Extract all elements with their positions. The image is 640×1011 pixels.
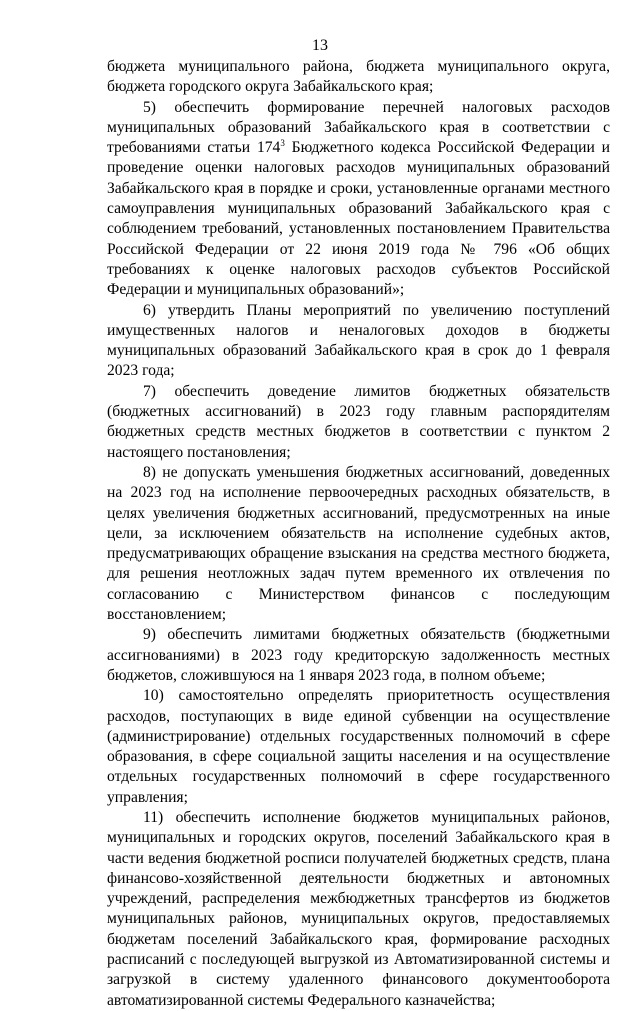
paragraph-item-9: 9) обеспечить лимитами бюджетных обязательств (бюджетными ассигнованиями) в 2023 году кредиторскую задолженность местных бюджетов, сложившуюся на 1 января 2023 года, в полном объеме;: [107, 626, 610, 684]
paragraph-item-5-text-continued: Бюджетного кодекса Российской Федерации и проведение оценки налоговых расходов муниципальных образований Забайкальского края в порядке и сроки, установленные органами местного самоуправления муниципальных образований Забайкальского края с соблюдением требований, установленных постановлением Правительства Российской Федерации от 22 июня 2019 года № 796 «Об общих требованиях к оценке налоговых расходов субъектов Российской Федерации и муниципальных образований»;: [107, 139, 610, 299]
paragraph-continuation: бюджета муниципального района, бюджета муниципального округа, бюджета городского округа Забайкальского края;: [107, 58, 610, 96]
paragraph-item-8: 8) не допускать уменьшения бюджетных ассигнований, доведенных на 2023 год на исполнение первоочередных расходных обязательств, в целях увеличения бюджетных ассигнований, предусмотренных на иные цели, за исключением обязательств на исполнение судебных актов, предусматривающих обращение взыскания на средства местного бюджета, для решения неотложных задач путем временного их отвлечения по согласованию с Министерством финансов с последующим восстановлением;: [107, 463, 610, 624]
paragraph-item-7: 7) обеспечить доведение лимитов бюджетных обязательств (бюджетных ассигнований) в 2023 году главным распорядителям бюджетных средств местных бюджетов в соответствии с пунктом 2 настоящего постановления;: [107, 382, 610, 461]
paragraph-item-10: 10) самостоятельно определять приоритетность осуществления расходов, поступающих в виде единой субвенции на осуществление (администрирование) отдельных государственных полномочий в сфере образования, в сфере социальной защиты населения и на осуществление отдельных государственных полномочий в сфере государственного управления;: [107, 687, 610, 806]
paragraph-item-11: 11) обеспечить исполнение бюджетов муниципальных районов, муниципальных и городских округов, поселений Забайкальского края в части ведения бюджетной росписи получателей бюджетных средств, плана финансово-хозяйственной деятельности бюджетных и автономных учреждений, распределения межбюджетных трансфертов из бюджетов муниципальных районов, муниципальных округов, предоставляемых бюджетам поселений Забайкальского края, формирование расходных расписаний с последующей выгрузкой из Автоматизированной системы и загрузкой в систему удаленного финансового документооборота автоматизированной системы Федерального казначейства;: [107, 808, 610, 1009]
article-superscript: 3: [280, 138, 285, 149]
paragraph-item-5: [107, 98, 610, 301]
paragraph-item-6: 6) утвердить Планы мероприятий по увеличению поступлений имущественных налогов и неналоговых доходов в бюджеты муниципальных образований Забайкальского края в срок до 1 февраля 2023 года;: [107, 301, 610, 380]
page-number: 13: [312, 37, 328, 54]
document-body: [107, 57, 610, 1011]
paragraph-item-5-text: 5) обеспечить формирование перечней налоговых расходов муниципальных образований Забайкальского края в соответствии с требованиями статьи 174: [107, 98, 610, 157]
